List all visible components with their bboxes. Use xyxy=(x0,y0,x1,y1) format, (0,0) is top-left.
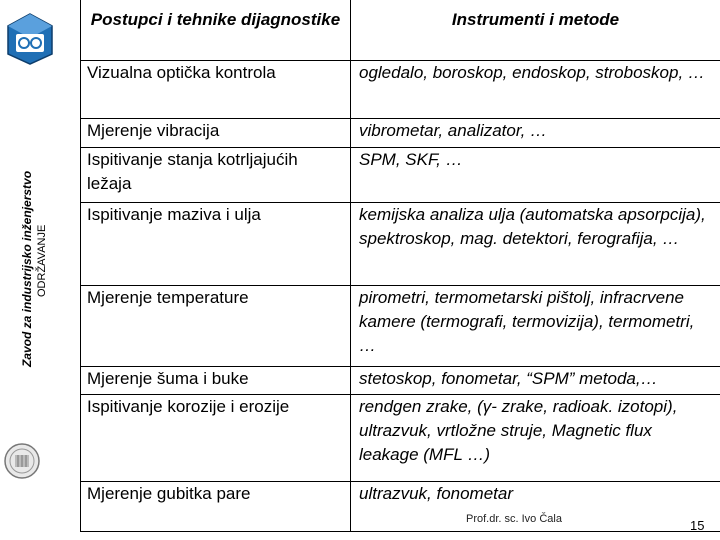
table-row xyxy=(81,60,720,118)
cell-procedure: Ispitivanje korozije i erozije xyxy=(81,394,351,481)
cell-instruments: vibrometar, analizator, … xyxy=(351,118,720,147)
table-header-row xyxy=(81,0,720,60)
table-row xyxy=(81,394,720,481)
institute-logo-icon xyxy=(5,12,55,66)
cell-procedure: Ispitivanje stanja kotrljajućih ležaja xyxy=(81,147,351,202)
cell-procedure: Ispitivanje maziva i ulja xyxy=(81,202,351,285)
cell-instruments: rendgen zrake, (γ- zrake, radioak. izotopi), ultrazvuk, vrtložne struje, Magnetic flux leakage (MFL …) xyxy=(351,394,720,481)
cell-procedure: Vizualna optička kontrola xyxy=(81,60,351,118)
footer-author: Prof.dr. sc. Ivo Čala xyxy=(466,513,562,525)
university-seal-icon xyxy=(3,442,41,480)
header-instruments: Instrumenti i metode xyxy=(351,0,720,60)
table-row xyxy=(81,202,720,285)
department-name: ODRŽAVANJE xyxy=(36,224,48,297)
table-row xyxy=(81,366,720,394)
page-number: 15 xyxy=(690,518,705,533)
cell-instruments: ultrazvuk, fonometar xyxy=(351,481,720,531)
cell-procedure: Mjerenje gubitka pare xyxy=(81,481,351,531)
cell-instruments: pirometri, termometarski pištolj, infracrvene kamere (termografi, termovizija), termometri, … xyxy=(351,285,720,366)
cell-procedure: Mjerenje šuma i buke xyxy=(81,366,351,394)
header-procedures: Postupci i tehnike dijagnostike xyxy=(81,0,351,60)
cell-instruments: kemijska analiza ulja (automatska apsorpcija), spektroskop, mag. detektori, ferografija, … xyxy=(351,202,720,285)
table-row xyxy=(81,481,720,531)
institute-name: Zavod za industrijsko inženjerstvo xyxy=(20,170,34,367)
diagnostics-table xyxy=(80,0,720,532)
cell-procedure: Mjerenje temperature xyxy=(81,285,351,366)
sidebar xyxy=(0,0,78,540)
cell-instruments: SPM, SKF, … xyxy=(351,147,720,202)
cell-procedure: Mjerenje vibracija xyxy=(81,118,351,147)
cell-instruments: ogledalo, boroskop, endoskop, stroboskop, … xyxy=(351,60,720,118)
table-row xyxy=(81,118,720,147)
table-row xyxy=(81,285,720,366)
cell-instruments: stetoskop, fonometar, “SPM” metoda,… xyxy=(351,366,720,394)
table-row xyxy=(81,147,720,202)
